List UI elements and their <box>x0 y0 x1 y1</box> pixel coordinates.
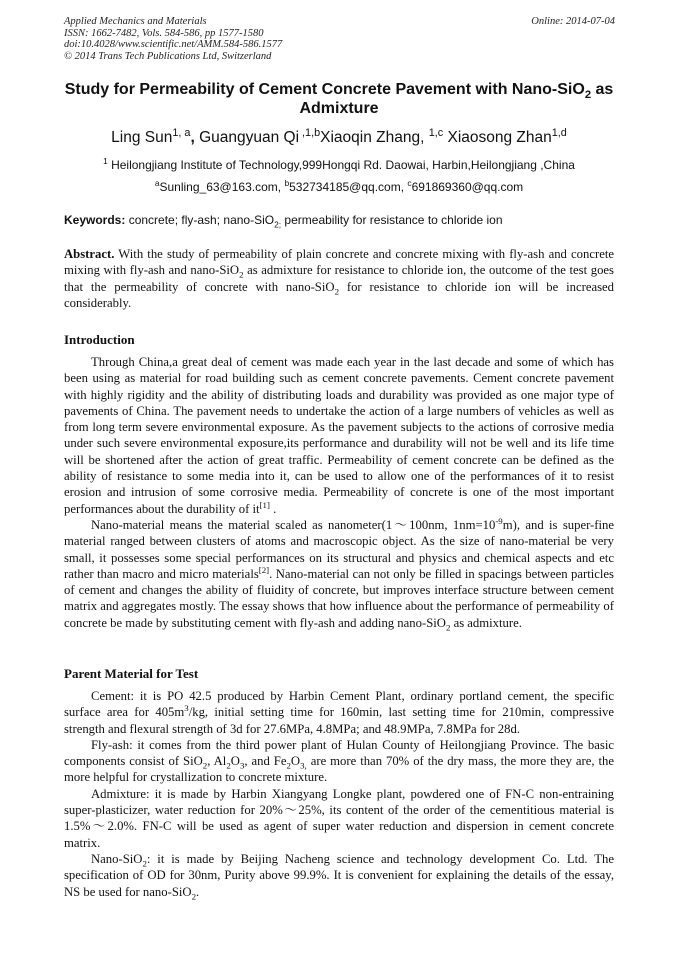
citation[interactable]: [2] <box>258 564 270 575</box>
section-heading-introduction: Introduction <box>64 332 135 347</box>
author-name: Xiaoqin Zhang, <box>320 129 429 146</box>
title-line-2: Admixture <box>299 100 379 117</box>
paragraph: Nano-material means the material scaled as nanometer(1～100nm, $1nm=10^{-9}m$), and is super-fine material ranged between clusters of atoms and macroscopic object. As the size of nano-material be very small, it possesses some special performances on its structural and physics and chemical aspects and etc rather than macro and micro materials[2]. Nano-material can not only be filled in spacings between particles of cement and changes the ability of fluidity of concrete, but improves interface structure between cement matrix and aggregates mostly. The essay shows that how influence about the performance of permeability of concrete be made by substituting cement with fly-ash and adding nano-SiO$_2$ as admixture. <box>64 515 614 633</box>
paper-title <box>40 80 638 118</box>
paragraph: Fly-ash: it comes from the third power plant of Hulan County of Heilongjiang Province. The basic components consist of SiO$_2$, $Al_2O_3$, and $Fe_2O_{3,}$ are more than 70% of the dry mass, the more they are, the more helpful for crystallization to concrete mixture. <box>64 737 614 785</box>
paragraph: Nano-SiO$_2$: it is made by Beijing Nacheng science and technology development Co. Ltd. The specification of OD for 30nm, Purity above 99.9%. It is convenient for explaining the details of the essay, NS be used for nano-SiO$_2$. <box>64 851 614 902</box>
email-link[interactable]: Sunling_63@163.com, <box>159 180 285 194</box>
doi-line[interactable]: doi:10.4028/www.scientific.net/AMM.584-586.1577 <box>64 39 283 50</box>
author-list: Ling Sun$^{1, a}$, Guangyuan Qi $^{,1,b}$Xiaoqin Zhang, $^{1,c}$ Xiaosong Zhan$^{1,d}$ <box>111 126 567 146</box>
email-list: $^a$Sunling_63@163.com, $^b$532734185@qq.com, $^c$691869360@qq.com <box>154 178 524 194</box>
keywords: Keywords: concrete; fly-ash; nano-SiO$_{2;}$ permeability for resistance to chloride ion <box>64 213 503 230</box>
paragraph: Through China,a great deal of cement was made each year in the last decade and some of which has been using as material for road building such as cement concrete pavements. Cement concrete pavement with highly rigidity and the ability of distributing loads and durability was provided as one major type of pavements of China. The pavement needs to undertake the action of a large numbers of vehicles as well as from long term severe environmental exposure. As the pavement subjects to the actions of corrosive media under such severe environmental exposure,its performance and durability will not be well and its life time will be shortened after the action of great traffic. Permeability of cement concrete can be defined as the ability of resistance to some media into it, can be used to allow one of the performances of it to resist erosion and intrusion of some corrosive media. Permeability of concrete is one of the most important performances about the durability of it[1] . <box>64 355 614 516</box>
keywords-label: Keywords: <box>64 213 126 227</box>
introduction-body <box>64 354 614 631</box>
abstract-label: Abstract. <box>64 247 115 261</box>
author-name: Ling Sun <box>111 129 173 146</box>
section-heading-parent-material: Parent Material for Test <box>64 666 199 681</box>
online-date: Online: 2014-07-04 <box>531 16 615 27</box>
issn-line: ISSN: 1662-7482, Vols. 584-586, pp 1577-1580 <box>64 27 264 39</box>
paragraph: Admixture: it is made by Harbin Xiangyang Longke plant, powdered one of FN-C non-entraining super-plasticizer, water reduction for 20%～25%, its content of the order of the cementitious material is 1.5%～2.0%. FN-C will be used as agent of super water reduction and dispersion in cement concrete matrix. <box>64 786 614 850</box>
parent-material-body <box>64 688 614 900</box>
paragraph: Cement: it is PO 42.5 produced by Harbin Cement Plant, ordinary portland cement, the specific surface area for $405m^3/kg$, initial setting time for 160min, last setting time for 210min, compressive strength and flexural strength of 3d for 27.6MPa, 4.8MPa; and 48.9MPa, 7.8MPa for 28d. <box>64 689 614 736</box>
copyright-line: © 2014 Trans Tech Publications Ltd, Switzerland <box>64 50 272 62</box>
journal-name: Applied Mechanics and Materials <box>64 16 207 27</box>
email-link[interactable]: 691869360@qq.com <box>411 180 524 194</box>
author-name: Guangyuan Qi <box>199 129 300 146</box>
author-name: Xiaosong Zhan <box>443 129 552 146</box>
journal-header <box>64 16 282 62</box>
abstract: Abstract. With the study of permeability of plain concrete and concrete mixing with fly-ash and concrete mixing with fly-ash and nano-SiO$_2$ as admixture for resistance to chloride ion, the outcome of the test goes that the permeability of concrete with nano-SiO$_2$ for resistance to chloride ion will be increased considerably. <box>64 247 614 310</box>
email-link[interactable]: 532734185@qq.com, <box>289 180 408 194</box>
affiliation: $^1$ Heilongjiang Institute of Technology,999Hongqi Rd. Daowai, Harbin,Heilongjiang ,China <box>103 156 575 172</box>
title-line-1: Study for Permeability of Cement Concrete Pavement with Nano-SiO$_2$ as <box>64 81 614 102</box>
citation[interactable]: [1] <box>259 499 270 510</box>
